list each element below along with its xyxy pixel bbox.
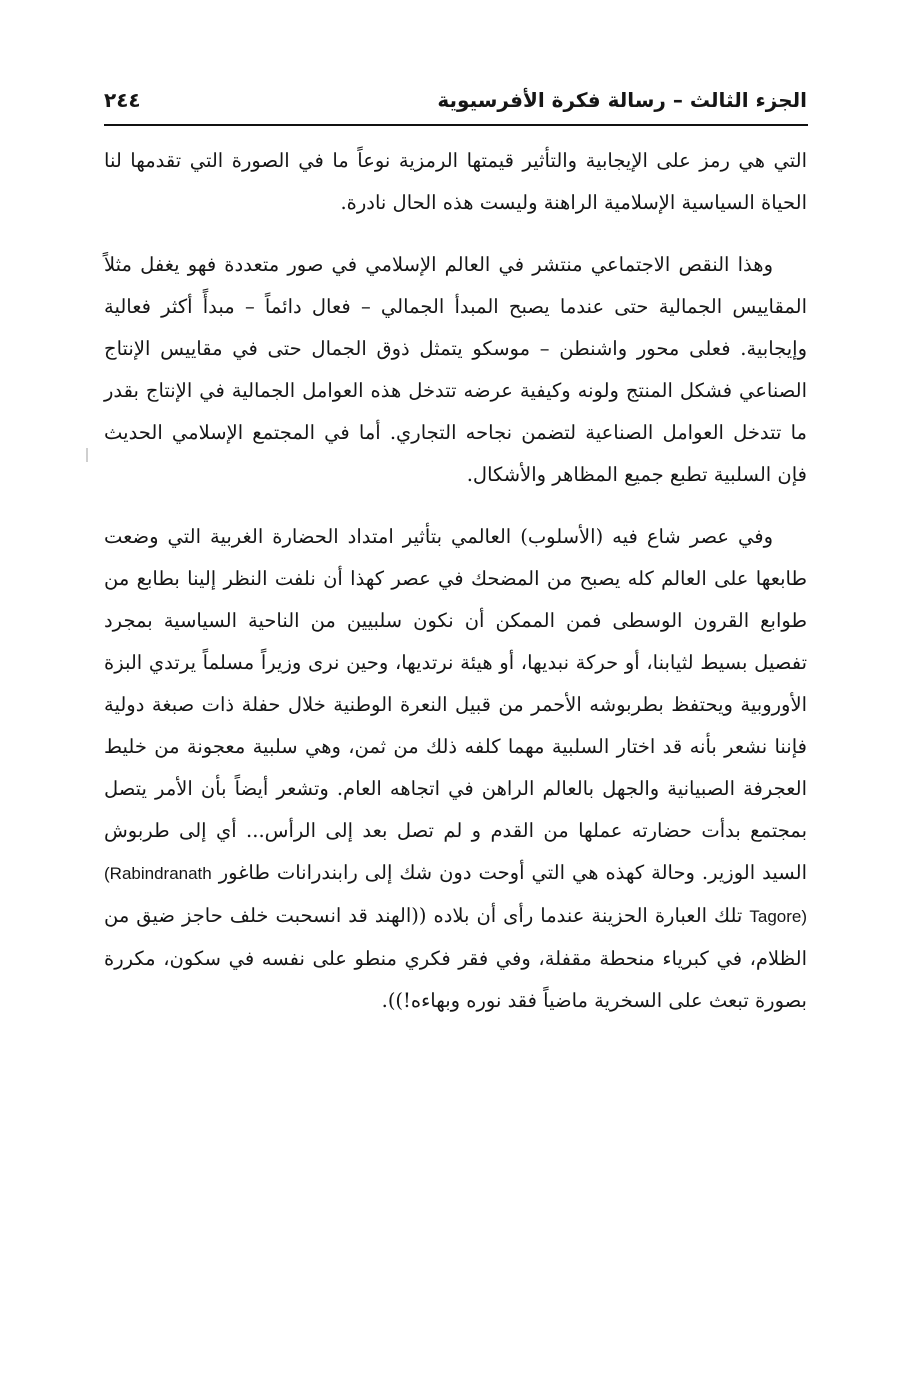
body-text — [104, 140, 807, 1042]
scan-mark — [86, 448, 88, 462]
paragraph-1: التي هي رمز على الإيجابية والتأثير قيمتها الرمزية نوعاً ما في الصورة التي تقدمها لنا الحياة السياسية الإسلامية الراهنة وليست هذه الحال نادرة. — [104, 149, 807, 214]
header-rule — [104, 124, 808, 126]
running-title: الجزء الثالث – رسالة فكرة الأفرسيوية — [437, 88, 807, 112]
paragraph-3-text: وفي عصر شاع فيه (الأسلوب) العالمي بتأثير امتداد الحضارة الغربية التي وضعت طابعها على العالم كله يصبح من المضحك في عصر كهذا أن نلفت النظر إلينا بطابع من طوابع القرون الوسطى فمن الممكن أن نكون سلبيين من الناحية السياسية بمجرد تفصيل بسيط لثيابنا، أو حركة نبديها، أو هيئة نرتديها، وحين نرى وزيراً مسلماً يرتدي البزة الأوروبية ويحتفظ بطربوشه الأحمر من قبيل النعرة الوطنية خلال حفلة ذات صبغة دولية فإننا نشعر بأنه قد اختار السلبية مهما كلفه ذلك من ثمن، وهي سلبية معجونة من خليط العجرفة الصبيانية والجهل بالعالم الراهن في اتجاهه العام. وتشعر أيضاً بأن الأمر يتصل بمجتمع بدأت حضارته عملها من القدم و لم تصل بعد إلى الرأس... أي إلى طربوش السيد الوزير. وحالة كهذه هي التي أوحت دون شك إلى رابندرانات طاغور — [104, 525, 808, 884]
page-header — [104, 86, 807, 122]
page-number: ٢٤٤ — [104, 88, 141, 112]
paragraph-2: وهذا النقص الاجتماعي منتشر في العالم الإسلامي في صور متعددة فهو يغفل مثلاً المقاييس الجمالية حتى عندما يصبح المبدأ الجمالي – فعال دائماً – مبدأً أكثر فعالية وإيجابية. فعلى محور واشنطن – موسكو يتمثل ذوق الجمال حتى في مقاييس الإنتاج الصناعي فشكل المنتج ولونه وكيفية عرضه تتدخل هذه العوامل الجمالية في الإنتاج بقدر ما تتدخل العوامل الصناعية لتضمن نجاحه التجاري. أما في المجتمع الإسلامي الحديث فإن السلبية تطبع جميع المظاهر والأشكال. — [104, 253, 807, 486]
paragraph-3 — [104, 516, 807, 1022]
paragraph-3-tail: تلك العبارة الحزينة عندما رأى أن بلاده ((الهند قد انسحبت خلف حاجز ضيق من الظلام، في كبرياء منحطة مقفلة، وفي فقر فكري منطو على نفسه في سكون، مكررة بصورة تبعث على السخرية ماضياً فقد نوره وبهاءه!)). — [104, 904, 807, 1012]
latin-name: (Rabindranath Tagore) — [104, 864, 808, 926]
